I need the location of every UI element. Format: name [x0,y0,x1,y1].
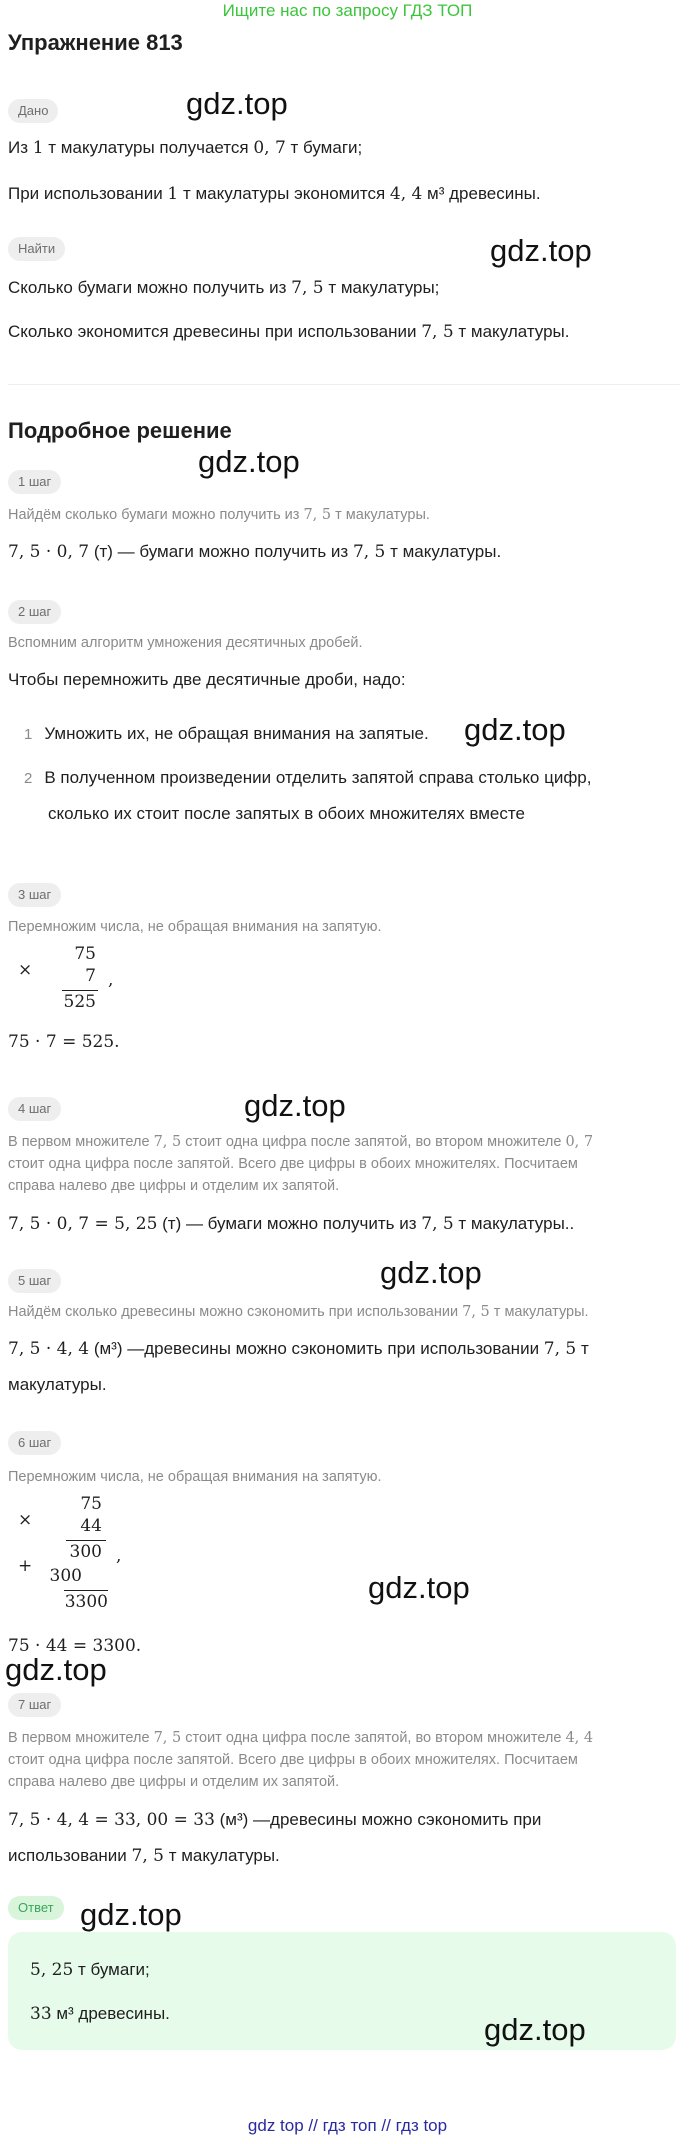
page-title: Упражнение 813 [8,30,183,55]
step-5-line-2: макулатуры. [8,1375,107,1394]
factor-a: 75 [80,1494,102,1514]
watermark: gdz.top [5,1652,107,1687]
step-4-note-3: справа налево две цифры и отделим их запятой. [8,1178,340,1194]
step-7-line: 7, 5 · 4, 4 = 33, 00 = 33 (м³) —древесины можно сэкономить при [8,1810,542,1830]
fraction-line [64,1590,108,1591]
step-1-note: Найдём сколько бумаги можно получить из 7, 5 т макулатуры. [8,507,430,523]
fraction-line [66,1540,106,1541]
step-6-note: Перемножим числа, не обращая внимания на запятую. [8,1469,382,1485]
step-5-note: Найдём сколько древесины можно сэкономить при использовании 7, 5 т макулатуры. [8,1304,589,1320]
step-4-note-1: В первом множителе 7, 5 стоит одна цифра после запятой, во втором множителе 0, 7 [8,1134,594,1150]
step-3-badge: 3 шаг [8,883,61,907]
step-3-line: 75 · 7 = 525. [8,1032,120,1052]
step-2-line: Чтобы перемножить две десятичные дроби, надо: [8,670,406,689]
list-item-continued: сколько их стоит после запятых в обоих множителях вместе [48,804,525,823]
step-4-line: 7, 5 · 0, 7 = 5, 25 (т) — бумаги можно получить из 7, 5 т макулатуры.. [8,1214,575,1234]
watermark: gdz.top [244,1088,346,1123]
list-item: 2 В полученном произведении отделить запятой справа столько цифр, [24,768,592,787]
times-sign: × [18,1510,33,1530]
step-7-note-1: В первом множителе 7, 5 стоит одна цифра после запятой, во втором множителе 4, 4 [8,1730,594,1746]
watermark: gdz.top [380,1255,482,1290]
step-6-line: 75 · 44 = 3300. [8,1636,142,1656]
watermark: gdz.top [490,233,592,268]
given-line-2: При использовании 1 т макулатуры экономится 4, 4 м³ древесины. [8,184,541,204]
factor-b: 7 [85,966,96,986]
times-sign: × [18,960,33,980]
fraction-line [62,990,98,991]
step-7-line-2: использовании 7, 5 т макулатуры. [8,1846,280,1866]
step-4-note-2: стоит одна цифра после запятой. Всего две цифры в обоих множителях. Посчитаем [8,1156,578,1172]
step-5-badge: 5 шаг [8,1269,61,1293]
step-6-badge: 6 шаг [8,1431,61,1455]
step-7-note-2: стоит одна цифра после запятой. Всего две цифры в обоих множителях. Посчитаем [8,1752,578,1768]
given-line-1: Из 1 т макулатуры получается 0, 7 т бумаги; [8,138,363,158]
footer-links[interactable]: gdz top // гдз топ // гдз top [247,2116,448,2135]
step-2-badge: 2 шаг [8,600,61,624]
find-badge: Найти [8,237,65,261]
step-7-note-3: справа налево две цифры и отделим их запятой. [8,1774,340,1790]
product: 525 [63,992,96,1012]
step-7-badge: 7 шаг [8,1693,61,1717]
divider [8,384,680,385]
step-5-line: 7, 5 · 4, 4 (м³) —древесины можно сэкономить при использовании 7, 5 т [8,1339,589,1359]
solution-title: Подробное решение [8,418,232,443]
comma: , [108,970,114,990]
given-badge: Дано [8,99,58,123]
answer-line-2: 33 м³ древесины. [30,2004,170,2024]
watermark: gdz.top [186,86,288,121]
step-4-badge: 4 шаг [8,1097,61,1121]
multiplication-75x7 [8,944,128,1024]
find-line-2: Сколько экономится древесины при использовании 7, 5 т макулатуры. [8,322,570,342]
multiplication-75x44 [8,1494,138,1624]
watermark: gdz.top [80,1897,182,1932]
watermark: gdz.top [464,712,566,747]
step-2-note: Вспомним алгоритм умножения десятичных дробей. [8,635,363,651]
partial-product-1: 300 [69,1542,102,1562]
watermark: gdz.top [198,444,300,479]
plus-sign: + [18,1556,33,1576]
partial-product-2: 300 [49,1566,82,1586]
step-1-line: 7, 5 · 0, 7 (т) — бумаги можно получить из 7, 5 т макулатуры. [8,542,502,562]
comma: , [116,1546,122,1566]
step-3-note: Перемножим числа, не обращая внимания на запятую. [8,919,382,935]
answer-line-1: 5, 25 т бумаги; [30,1960,150,1980]
step-1-badge: 1 шаг [8,470,61,494]
answer-badge: Ответ [8,1896,64,1920]
list-item: 1 Умножить их, не обращая внимания на запятые. [24,724,429,743]
find-line-1: Сколько бумаги можно получить из 7, 5 т макулатуры; [8,278,440,298]
factor-a: 75 [74,944,96,964]
watermark: gdz.top [484,2012,586,2047]
product: 3300 [64,1592,108,1612]
factor-b: 44 [80,1516,102,1536]
search-banner: Ищите нас по запросу ГДЗ ТОП [222,1,473,20]
watermark: gdz.top [368,1570,470,1605]
